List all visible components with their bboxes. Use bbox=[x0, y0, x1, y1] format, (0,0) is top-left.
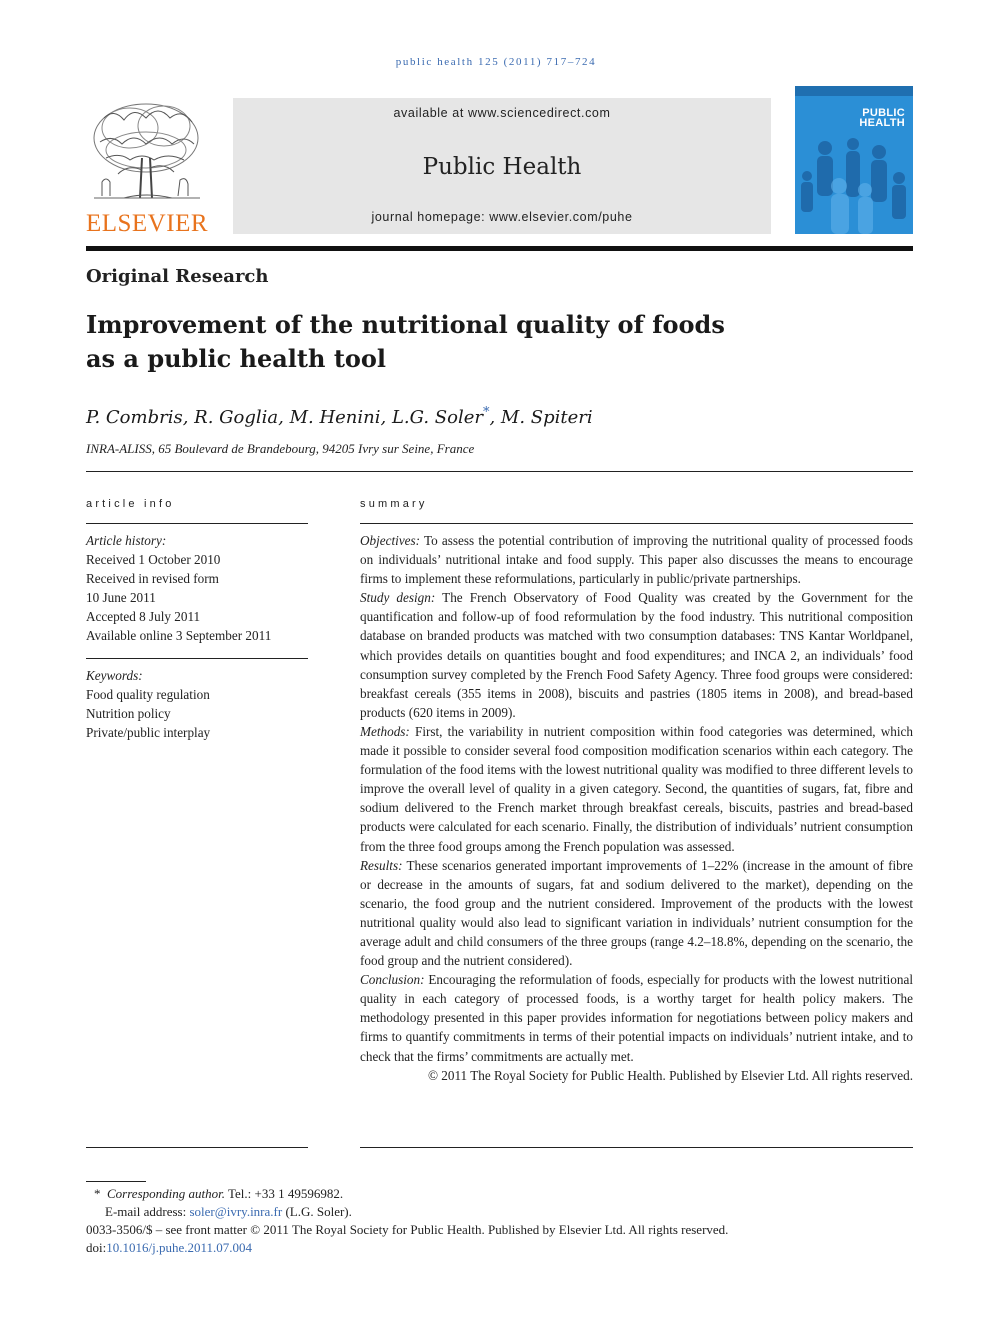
doi-label: doi: bbox=[86, 1240, 107, 1255]
corresponding-label: Corresponding author. bbox=[107, 1186, 225, 1201]
methods-label: Methods: bbox=[360, 723, 410, 739]
doi-link[interactable]: 10.1016/j.puhe.2011.07.004 bbox=[106, 1240, 252, 1255]
cover-title-line2: HEALTH bbox=[859, 117, 905, 129]
summary-bottom-rule bbox=[360, 1147, 913, 1148]
history-item: Received 1 October 2010 bbox=[86, 552, 221, 567]
cover-title bbox=[859, 108, 905, 128]
footnote-marker: * bbox=[94, 1186, 101, 1201]
footnote-rule bbox=[86, 1181, 146, 1182]
sciencedirect-link[interactable]: available at www.sciencedirect.com bbox=[393, 106, 611, 120]
elsevier-wordmark: ELSEVIER bbox=[85, 210, 209, 237]
keyword-item: Food quality regulation bbox=[86, 687, 210, 702]
article-section-type: Original Research bbox=[86, 266, 269, 287]
affiliation-divider bbox=[86, 471, 913, 472]
author-list bbox=[86, 405, 593, 428]
keyword-item: Private/public interplay bbox=[86, 725, 211, 740]
journal-header-box bbox=[233, 98, 771, 234]
article-title bbox=[86, 308, 786, 376]
conclusion-text: Encouraging the reformulation of foods, especially for products with the lowest nutritional quality in each category of processed foods, is a worthy target for health policy makers. The methodology presented in this paper provides information for negotiations between policy makers and firms to quantify commitments in terms of their potential impacts on individuals’ nutrient intake, and to check that the firms’ commitments are actually met. bbox=[360, 972, 913, 1064]
methods-text: First, the variability in nutrient composition within food categories was determined, which made it possible to consider several food composition modification scenarios within each category. The formulation of the food items with the lowest nutritional quality was modified to three different levels to improve the overall level of quality in a given category. Second, the quantities of sugars, fat, fibre and sodium delivered to the French market through breakfast cereals, biscuits, pastries and bread-based products were calculated for each scenario. Finally, the distribution of individuals’ nutrient consumption from the three food groups among the French population was assessed. bbox=[360, 723, 913, 854]
article-history bbox=[86, 531, 308, 645]
keyword-item: Nutrition policy bbox=[86, 706, 171, 721]
article-title-line1: Improvement of the nutritional quality of foods bbox=[86, 310, 725, 339]
conclusion-label: Conclusion: bbox=[360, 972, 425, 988]
issn-line: 0033-3506/$ – see front matter © 2011 The Royal Society for Public Health. Published by Elsevier Ltd. All rights reserved. bbox=[86, 1222, 729, 1237]
results-label: Results: bbox=[360, 857, 403, 873]
article-info-rule bbox=[86, 523, 308, 524]
summary-heading: summary bbox=[360, 498, 428, 510]
keywords-rule bbox=[86, 658, 308, 659]
article-info-bottom-rule bbox=[86, 1147, 308, 1148]
journal-cover-image bbox=[795, 86, 913, 234]
design-text: The French Observatory of Food Quality was created by the Government for the quantification and follow-up of food reformulation by the food industry. This nutritional composition database on branded products was matched with two consumption databases: TNS Kantar Worldpanel, which provides details on quantities bought and food expenditures; and INCA 2, an individuals’ food consumption survey completed by the French Food Safety Agency. Three food groups were considered: breakfast cereals (355 items in 2008), biscuits and pastries (1805 items in 2008), and bread-based products (620 items in 2009). bbox=[360, 590, 913, 720]
corresponding-author-marker[interactable]: * bbox=[482, 405, 490, 420]
summary-body bbox=[360, 531, 913, 1085]
keywords-label: Keywords: bbox=[86, 668, 143, 683]
summary-design bbox=[360, 588, 913, 722]
journal-name: Public Health bbox=[422, 154, 582, 180]
doi-line bbox=[86, 1239, 252, 1257]
history-item: Available online 3 September 2011 bbox=[86, 628, 272, 643]
email-footnote bbox=[105, 1203, 352, 1221]
authors-part1: P. Combris, R. Goglia, M. Henini, L.G. Soler bbox=[86, 407, 483, 428]
summary-results bbox=[360, 856, 913, 971]
corresponding-author-footnote bbox=[94, 1185, 343, 1203]
journal-homepage-link[interactable]: journal homepage: www.elsevier.com/puhe bbox=[371, 210, 633, 224]
affiliation: INRA-ALISS, 65 Boulevard de Brandebourg, 94205 Ivry sur Seine, France bbox=[86, 441, 475, 456]
history-item: Accepted 8 July 2011 bbox=[86, 609, 201, 624]
article-history-label: Article history: bbox=[86, 533, 167, 548]
summary-conclusion bbox=[360, 970, 913, 1065]
article-info-heading: article info bbox=[86, 498, 175, 510]
keywords-block bbox=[86, 666, 308, 742]
history-item: Received in revised form bbox=[86, 571, 219, 586]
article-title-line2: as a public health tool bbox=[86, 344, 387, 373]
design-label: Study design: bbox=[360, 590, 436, 606]
email-label: E-mail address: bbox=[105, 1204, 190, 1219]
email-link[interactable]: soler@ivry.inra.fr bbox=[189, 1204, 283, 1219]
objectives-label: Objectives: bbox=[360, 533, 421, 548]
summary-objectives bbox=[360, 531, 913, 588]
summary-rule bbox=[360, 523, 913, 524]
summary-copyright: © 2011 The Royal Society for Public Health. Published by Elsevier Ltd. All rights reserved. bbox=[427, 1067, 913, 1083]
summary-methods bbox=[360, 722, 913, 856]
footnote-tel: Tel.: +33 1 49596982. bbox=[224, 1186, 344, 1201]
cover-title-line1: PUBLIC bbox=[862, 107, 905, 119]
email-suffix: (L.G. Soler). bbox=[282, 1204, 352, 1219]
history-item: 10 June 2011 bbox=[86, 590, 156, 605]
objectives-text: To assess the potential contribution of improving the nutritional quality of processed foods on individuals’ nutritional intake and food supply. This paper also discusses the means to encourage firms to implement these reformulations, particularly in public/private partnerships. bbox=[360, 533, 913, 587]
journal-reference: public health 125 (2011) 717–724 bbox=[395, 56, 597, 68]
authors-part2: , M. Spiteri bbox=[489, 407, 593, 428]
results-text: These scenarios generated important improvements of 1–22% (increase in the amount of fibre or decrease in the amounts of sugars, fat and sodium delivered to the market), depending on the scenario, the food group and the nutrient considered. Improvement of the products with the lowest nutritional quality would also lead to significant variation in individuals’ nutrient consumption for the average adult and child consumers of the three groups (range 4.2–18.8%, depending on the scenario, the food group and the nutrient considered). bbox=[360, 857, 913, 969]
header-divider bbox=[86, 246, 913, 251]
